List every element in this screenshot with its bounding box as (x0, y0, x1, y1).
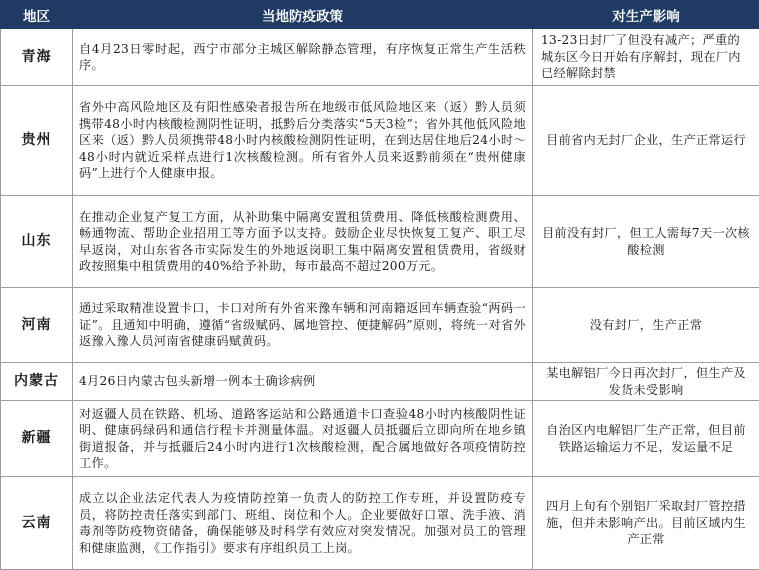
region-cell: 新疆 (1, 401, 73, 477)
policy-cell: 4月26日内蒙古包头新增一例本土确诊病例 (73, 363, 533, 401)
table-row (1, 477, 759, 570)
impact-cell: 某电解铝厂今日再次封厂，但生产及发货未受影响 (533, 363, 759, 401)
policy-cell: 成立以企业法定代表人为疫情防控第一负责人的防控工作专班，并设置防疫专员，将防控责任落实到部门、班组、岗位和个人。企业要做好口罩、洗手液、消毒剂等防疫物资储备，确保能够及时科学有效应对突发情况。加强对员工的管理和健康监测，《工作指引》要求有序组织员工上岗。 (73, 477, 533, 570)
impact-cell: 13-23日封厂了但没有减产；严重的城东区今日开始有序解封，现在厂内已经解除封禁 (533, 29, 759, 86)
impact-cell: 四月上旬有个别铝厂采取封厂管控措施，但并未影响产出。目前区域内生产正常 (533, 477, 759, 570)
table-row (1, 363, 759, 401)
header-policy: 当地防疫政策 (73, 1, 533, 29)
header-row (1, 1, 759, 29)
policy-cell: 省外中高风险地区及有阳性感染者报告所在地级市低风险地区来（返）黔人员须携带48小时内核酸检测阴性证明，抵黔后分类落实“5天3检”；省外其他低风险地区来（返）黔人员须携带48小时内核酸检测阴性证明，在到达居住地后24小时～48小时内就近采样点进行1次核酸检测。所有省外人员来返黔前须在“贵州健康码”上进行个人健康申报。 (73, 86, 533, 196)
table-row (1, 86, 759, 196)
policy-cell: 自4月23日零时起，西宁市部分主城区解除静态管理，有序恢复正常生产生活秩序。 (73, 29, 533, 86)
table-row (1, 288, 759, 363)
table-body (1, 29, 759, 570)
table-row (1, 29, 759, 86)
region-cell: 内蒙古 (1, 363, 73, 401)
table-row (1, 196, 759, 288)
impact-cell: 自治区内电解铝厂生产正常，但目前铁路运输运力不足，发运量不足 (533, 401, 759, 477)
impact-cell: 目前省内无封厂企业，生产正常运行 (533, 86, 759, 196)
table-row (1, 401, 759, 477)
impact-cell: 没有封厂，生产正常 (533, 288, 759, 363)
region-cell: 贵州 (1, 86, 73, 196)
table-header (1, 1, 759, 29)
region-cell: 云南 (1, 477, 73, 570)
policy-cell: 对返疆人员在铁路、机场、道路客运站和公路通道卡口查验48小时内核酸阴性证明、健康码绿码和通信行程卡并测量体温。对返疆人员抵疆后立即向所在地乡镇街道报备，并与抵疆后24小时内进行1次核酸检测，配合属地做好各项疫情防控工作。 (73, 401, 533, 477)
header-impact: 对生产影响 (533, 1, 759, 29)
impact-cell: 目前没有封厂，但工人需每7天一次核酸检测 (533, 196, 759, 288)
region-cell: 青海 (1, 29, 73, 86)
header-region: 地区 (1, 1, 73, 29)
region-cell: 河南 (1, 288, 73, 363)
region-cell: 山东 (1, 196, 73, 288)
policy-cell: 通过采取精准设置卡口，卡口对所有外省来豫车辆和河南籍返回车辆查验“两码一证”。且通知中明确，遵循“省级赋码、属地管控、便捷解码”原则，将统一对省外返豫入豫人员河南省健康码赋黄码。 (73, 288, 533, 363)
policy-cell: 在推动企业复产复工方面，从补助集中隔离安置租赁费用、降低核酸检测费用、畅通物流、帮助企业招用工等方面予以支持。鼓励企业尽快恢复工复产、职工尽早返岗，对山东省各市实际发生的外地返岗职工集中隔离安置租赁费用，省级财政按照集中租赁费用的40%给予补助，每市最高不超过200万元。 (73, 196, 533, 288)
